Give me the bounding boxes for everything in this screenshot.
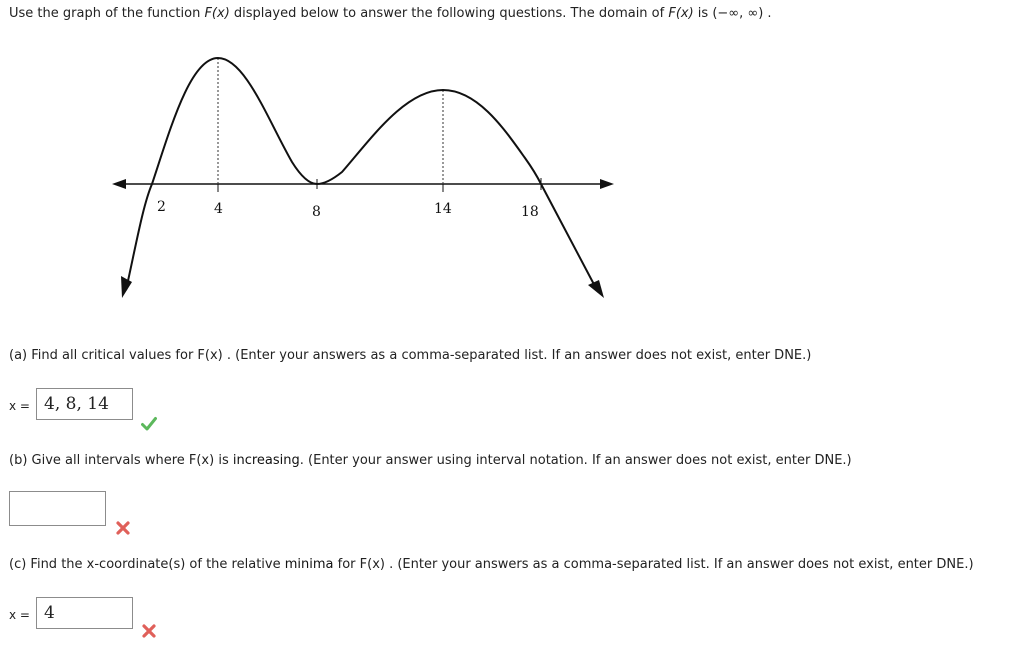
- domain-value: (−∞, ∞): [712, 6, 764, 21]
- part-b-prompt-start: (b) Give all intervals where F(x) is: [9, 453, 233, 468]
- intro-text: Use the graph of the function: [9, 6, 205, 21]
- question-intro: [9, 6, 772, 21]
- part-a-prompt-start: (a) Find all critical values for F(x) .: [9, 348, 232, 363]
- part-a-prompt: [9, 348, 811, 363]
- function-name: F(x): [204, 6, 230, 21]
- function-graph: [100, 50, 630, 310]
- tick-label: 4: [214, 201, 223, 217]
- function-name: F(x): [668, 6, 694, 21]
- x-icon: [115, 520, 131, 536]
- tick-label: 14: [434, 201, 452, 217]
- part-c-prompt-mid: for F(x) .: [333, 557, 394, 572]
- part-c-answer-input[interactable]: [36, 597, 133, 629]
- check-icon: [141, 416, 157, 432]
- intro-text-end: .: [763, 6, 772, 21]
- part-b-answer-input[interactable]: [9, 491, 106, 526]
- part-a-answer-input[interactable]: [36, 388, 133, 420]
- part-c-prompt-rest: (Enter your answers as a comma-separated list. If an answer does not exist, enter DNE.): [393, 557, 974, 572]
- part-b-keyword: increasing: [232, 453, 300, 468]
- function-curve: [126, 58, 598, 292]
- tick-label: 8: [312, 204, 321, 220]
- x-equals-label: x =: [9, 399, 30, 413]
- tick-label: 18: [521, 204, 539, 220]
- x-icon: [141, 623, 157, 639]
- curve-left-arrow: [121, 276, 132, 298]
- part-c-prompt: [9, 557, 974, 572]
- x-axis-left-arrow: [112, 179, 126, 189]
- part-a-prompt-rest: (Enter your answers as a comma-separated list. If an answer does not exist, enter DNE.): [231, 348, 812, 363]
- x-axis-right-arrow: [600, 179, 614, 189]
- intro-text-is: is: [693, 6, 713, 21]
- part-c-keyword: minima: [284, 557, 334, 572]
- tick-label: 2: [157, 199, 166, 215]
- x-equals-label: x =: [9, 608, 30, 622]
- curve-right-arrow: [588, 280, 604, 298]
- part-b-prompt-rest: . (Enter your answer using interval notation. If an answer does not exist, enter DNE.): [299, 453, 852, 468]
- intro-text-mid: displayed below to answer the following questions. The domain of: [229, 6, 669, 21]
- part-c-prompt-start: (c) Find the x-coordinate(s) of the relative: [9, 557, 285, 572]
- part-b-prompt: [9, 453, 852, 468]
